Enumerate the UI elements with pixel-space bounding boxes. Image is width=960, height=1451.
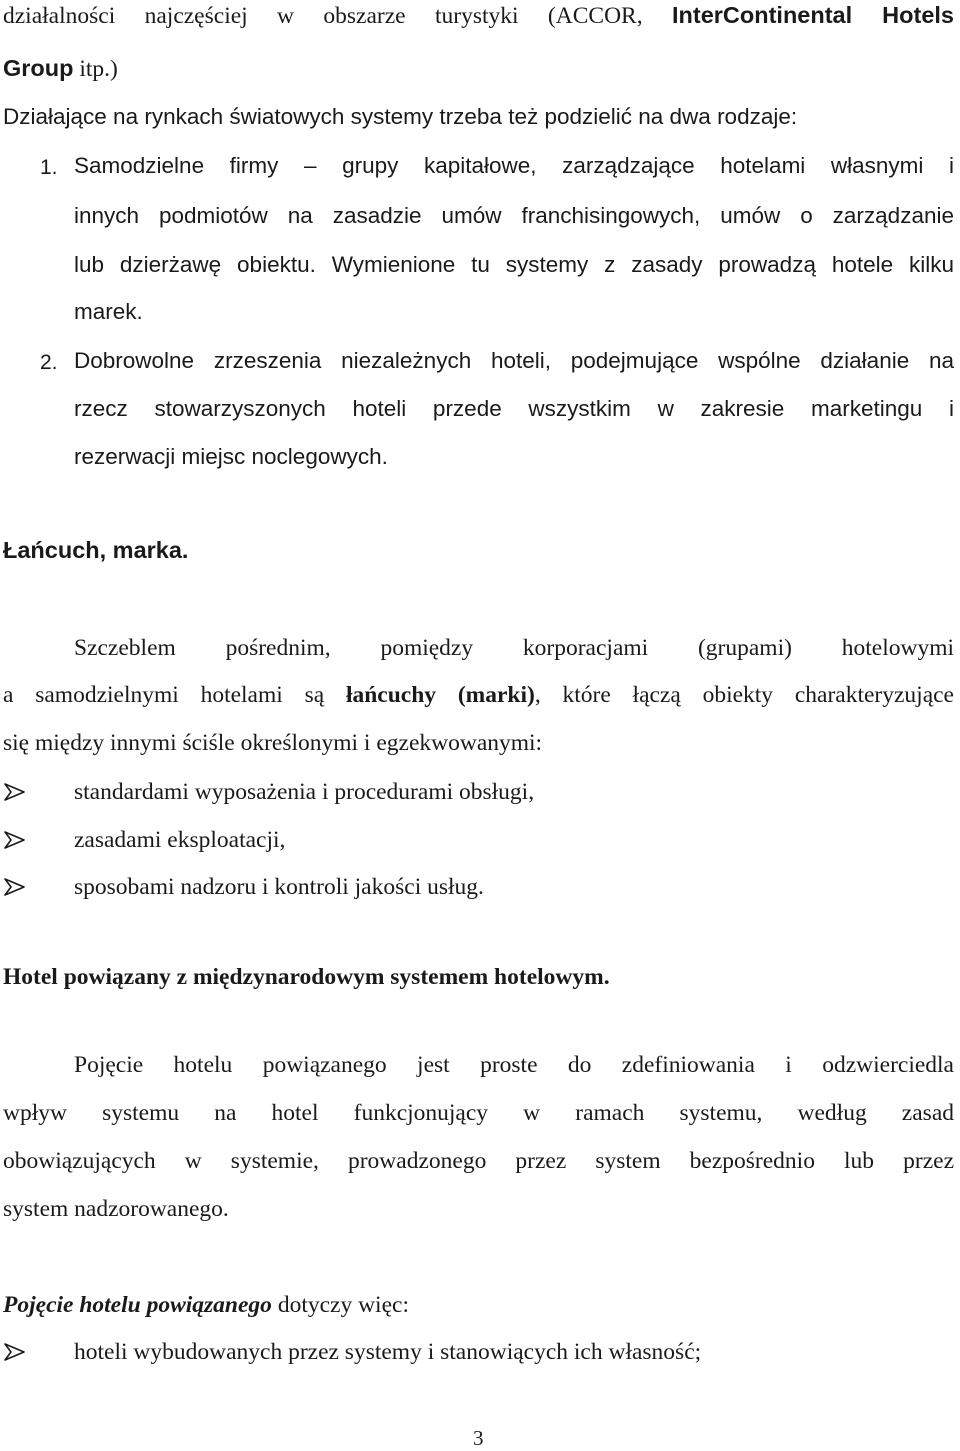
list-item-2-line-3: rezerwacji miejsc noclegowych. (74, 444, 388, 469)
list-number-2: 2. (40, 351, 58, 374)
intro-line-1 (3, 0, 954, 31)
bullet-chain-2: zasadami eksploatacji, (74, 827, 286, 853)
intro-line-3: Działające na rynkach światowych systemy trzeba też podzielić na dwa rodzaje: (3, 104, 798, 129)
arrow-bullet-icon (2, 872, 36, 902)
arrow-bullet-icon (2, 1337, 36, 1367)
intro-line-2-text: itp.) (73, 56, 118, 82)
intro-line-2-bold: Group (3, 55, 74, 81)
section-heading-chain: Łańcuch, marka. (3, 537, 189, 563)
intro-line-1-bold: InterContinental Hotels (671, 2, 955, 28)
chain-para-line-2-a: a samodzielnymi hotelami są (3, 682, 346, 708)
page-number: 3 (473, 1426, 484, 1450)
chain-para-line-2-c: , które łączą obiekty charakteryzujące (534, 682, 954, 708)
list-item-2-line-2: rzecz stowarzyszonych hoteli przede wszystkim w zakresie marketingu i (74, 396, 954, 421)
concept-line (3, 1290, 409, 1320)
list-item-1-line-2: innych podmiotów na zasadzie umów franchisingowych, umów o zarządzanie (74, 203, 954, 228)
bullet-chain-3: sposobami nadzoru i kontroli jakości usług. (74, 874, 484, 900)
concept-term: Pojęcie hotelu powiązanego (3, 1292, 272, 1318)
section-heading-hotel: Hotel powiązany z międzynarodowym systemem hotelowym. (3, 964, 610, 990)
bullet-chain-1: standardami wyposażenia i procedurami obsługi, (74, 779, 535, 805)
bullet-concept-1: hoteli wybudowanych przez systemy i stanowiących ich własność; (74, 1339, 702, 1365)
list-number-1: 1. (40, 156, 58, 179)
arrow-bullet-icon (2, 825, 36, 855)
hotel-para-line-4: system nadzorowanego. (3, 1196, 229, 1222)
chain-para-line-2 (3, 680, 954, 710)
list-item-1-line-3: lub dzierżawę obiektu. Wymienione tu systemy z zasady prowadzą hotele kilku (74, 252, 954, 277)
hotel-para-line-1: Pojęcie hotelu powiązanego jest proste do zdefiniowania i odzwierciedla (74, 1052, 954, 1078)
chain-para-term: łańcuchy (marki) (345, 682, 535, 708)
list-item-1-line-4: marek. (74, 299, 143, 324)
intro-line-2 (3, 53, 118, 84)
list-item-2-line-1: Dobrowolne zrzeszenia niezależnych hoteli, podejmujące wspólne działanie na (74, 348, 954, 373)
hotel-para-line-2: wpływ systemu na hotel funkcjonujący w ramach systemu, według zasad (3, 1100, 954, 1126)
chain-para-line-3: się między innymi ściśle określonymi i egzekwowanymi: (3, 730, 543, 756)
arrow-bullet-icon (2, 777, 36, 807)
concept-rest: dotyczy więc: (271, 1292, 409, 1318)
chain-para-line-1: Szczeblem pośrednim, pomiędzy korporacjami (grupami) hotelowymi (74, 635, 954, 661)
list-item-1-line-1: Samodzielne firmy – grupy kapitałowe, zarządzające hotelami własnymi i (74, 153, 954, 178)
intro-line-1-text: działalności najczęściej w obszarze turystyki (ACCOR, (3, 3, 672, 29)
hotel-para-line-3: obowiązujących w systemie, prowadzonego przez system bezpośrednio lub przez (3, 1148, 954, 1174)
